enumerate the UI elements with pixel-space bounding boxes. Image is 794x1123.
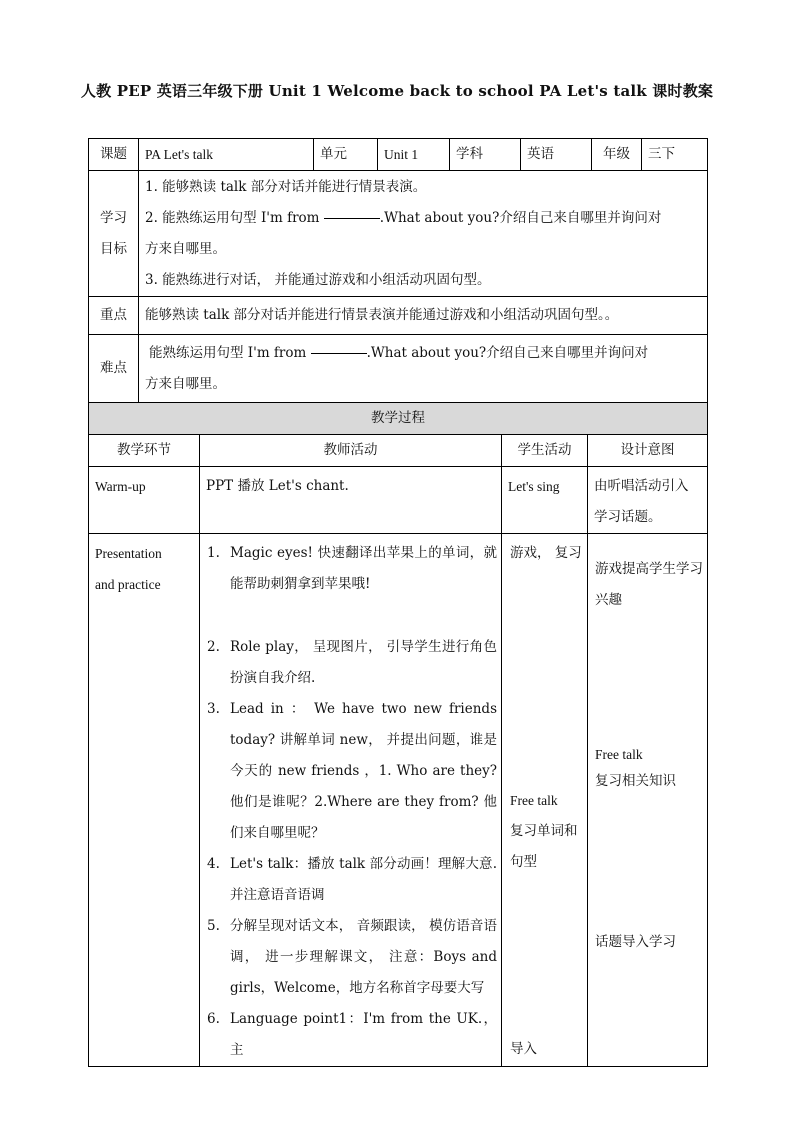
warmup-teacher: PPT 播放 Let's chant.: [200, 467, 502, 534]
unit-value: Unit 1: [378, 139, 450, 171]
page-title: 人教 PEP 英语三年级下册 Unit 1 Welcome back to school PA Let's talk 课时教案: [80, 82, 714, 100]
goals-content: [139, 171, 708, 297]
presentation-intent: [588, 534, 708, 1067]
difficulty-content: [139, 335, 708, 403]
difficulty-label: 难点: [89, 335, 139, 403]
goal-item-2-cont: 方来自哪里。: [145, 240, 226, 257]
grade-value: 三下: [642, 139, 708, 171]
key-point-text: 能够熟读 talk 部分对话并能进行情景表演并能通过游戏和小组活动巩固句型。。: [139, 297, 708, 335]
topic-value: PA Let's talk: [139, 139, 314, 171]
goals-label-line-2: 目标: [100, 240, 127, 257]
unit-label: 单元: [314, 139, 378, 171]
step-item: [200, 632, 501, 694]
intent-3: 复习相关知识: [595, 773, 676, 789]
intent-4: 话题导入学习: [595, 934, 676, 950]
key-point-label: 重点: [89, 297, 139, 335]
col-header-intent: 设计意图: [588, 435, 708, 467]
goal-item-2-start: 2. 能熟练运用句型 I'm from: [145, 209, 320, 226]
lesson-info-table: [88, 138, 708, 403]
step-text: Magic eyes! 快速翻译出苹果上的单词，就能帮助刺猬拿到苹果哦!: [230, 545, 497, 592]
student-activity-2: Free talk: [510, 793, 558, 808]
step-number: 6.: [207, 1011, 220, 1027]
step-number: 5.: [207, 918, 220, 934]
presentation-stage: [89, 534, 200, 1067]
goal-item-1: 1. 能够熟读 talk 部分对话并能进行情景表演。: [145, 178, 427, 195]
step-item: [200, 694, 501, 849]
presentation-student: [502, 534, 588, 1067]
process-table: [88, 402, 708, 1067]
step-number: 1.: [207, 545, 220, 561]
difficulty-end: .What about you?介绍自己来自哪里并询问对: [366, 344, 649, 361]
goal-item-2: [139, 203, 707, 234]
student-activity-1: 游戏， 复习: [510, 545, 582, 561]
col-header-stage: 教学环节: [89, 435, 200, 467]
difficulty-line-2: 方来自哪里。: [145, 375, 226, 392]
teacher-steps: [200, 538, 501, 1066]
warmup-intent: 由听唱活动引入学习话题。: [588, 467, 708, 534]
step-text: Let's talk：播放 talk 部分动画！理解大意.并注意语音语调: [230, 856, 497, 903]
col-header-teacher: 教师活动: [200, 435, 502, 467]
presentation-stage-line-1: Presentation: [95, 546, 162, 561]
subject-value: 英语: [521, 139, 592, 171]
step-number: 2.: [207, 639, 220, 655]
grade-label: 年级: [592, 139, 642, 171]
step-number: 3.: [207, 701, 220, 717]
student-activity-4: 导入: [510, 1041, 537, 1057]
intent-2: Free talk: [595, 747, 643, 762]
warmup-student: Let's sing: [502, 467, 588, 534]
step-item: [200, 538, 501, 632]
intent-1: 游戏提高学生学习兴趣: [595, 561, 703, 608]
step-text: Lead in ： We have two new friends today? 讲解单词 new， 并提出问题，谁是今天的 new friends ，1. Who are they? 他们是谁呢？2.Where are they from? 他们来自哪里呢？: [230, 701, 497, 841]
goals-label: [89, 171, 139, 297]
step-item: [200, 1004, 501, 1066]
step-text: 分解呈现对话文本， 音频跟读， 模仿语音语调， 进一步理解课文， 注意：Boys and girls，Welcome，地方名称首字母要大写: [230, 918, 497, 996]
difficulty-line-1: [139, 338, 707, 369]
topic-label: 课题: [89, 139, 139, 171]
col-header-student: 学生活动: [502, 435, 588, 467]
step-text: Role play， 呈现图片， 引导学生进行角色扮演自我介绍.: [230, 639, 497, 686]
student-activity-3: 复习单词和句型: [510, 823, 578, 870]
step-item: [200, 911, 501, 1004]
difficulty-start: 能熟练运用句型 I'm from: [149, 344, 307, 361]
step-item: [200, 849, 501, 911]
goal-item-3: 3. 能熟练进行对话， 并能通过游戏和小组活动巩固句型。: [145, 271, 491, 288]
fill-blank: [311, 353, 367, 354]
step-text: Language point1：I'm from the UK.，主: [230, 1011, 497, 1058]
fill-blank: [324, 218, 380, 219]
subject-label: 学科: [450, 139, 521, 171]
presentation-teacher: [200, 534, 502, 1067]
goal-item-2-end: .What about you?介绍自己来自哪里并询问对: [379, 209, 662, 226]
warmup-stage: Warm-up: [89, 467, 200, 534]
step-number: 4.: [207, 856, 220, 872]
section-title: 教学过程: [89, 403, 708, 435]
presentation-stage-line-2: and practice: [95, 577, 161, 592]
goals-label-line-1: 学习: [100, 209, 127, 226]
